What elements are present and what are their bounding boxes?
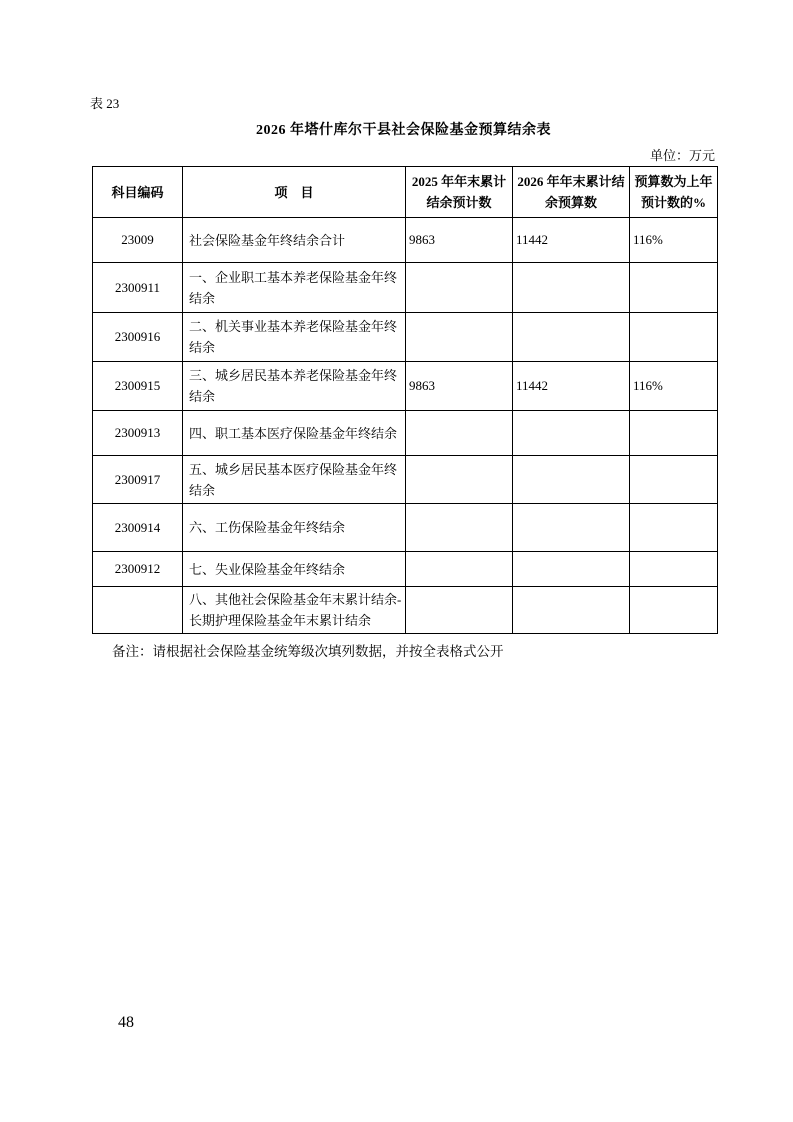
table-row: [93, 411, 718, 456]
cell-subject-code: 2300913: [93, 411, 183, 456]
cell-subject-code: 2300912: [93, 552, 183, 587]
cell-percent: [630, 587, 718, 634]
cell-2025-balance: 9863: [406, 362, 513, 411]
cell-2026-balance: 11442: [513, 218, 630, 263]
cell-item: 三、城乡居民基本养老保险基金年终 结余: [183, 362, 406, 411]
cell-subject-code: 2300917: [93, 456, 183, 504]
cell-percent: [630, 456, 718, 504]
cell-item: 社会保险基金年终结余合计: [183, 218, 406, 263]
cell-item: 六、工伤保险基金年终结余: [183, 504, 406, 552]
page-number: 48: [118, 1014, 134, 1031]
cell-percent: [630, 552, 718, 587]
cell-2026-balance: [513, 552, 630, 587]
cell-item: 七、失业保险基金年终结余: [183, 552, 406, 587]
table-number-label: 表 23: [90, 96, 120, 111]
cell-2026-balance: [513, 313, 630, 362]
document-title: 2026 年塔什库尔干县社会保险基金预算结余表: [256, 123, 551, 138]
cell-subject-code: 2300914: [93, 504, 183, 552]
cell-2026-balance: [513, 263, 630, 313]
cell-2025-balance: [406, 504, 513, 552]
budget-balance-table: [92, 166, 718, 634]
col-header-subject-code: 科目编码: [93, 167, 183, 218]
cell-subject-code: 2300911: [93, 263, 183, 313]
cell-2026-balance: [513, 504, 630, 552]
cell-item: 五、城乡居民基本医疗保险基金年终 结余: [183, 456, 406, 504]
table-row: [93, 362, 718, 411]
cell-2025-balance: [406, 552, 513, 587]
cell-subject-code: [93, 587, 183, 634]
col-header-2026-balance: 2026 年年末累计结 余预算数: [513, 167, 630, 218]
table-row: [93, 456, 718, 504]
table-row: [93, 218, 718, 263]
unit-label: 单位：万元: [649, 148, 715, 163]
cell-percent: [630, 263, 718, 313]
table-row: [93, 504, 718, 552]
cell-percent: 116%: [630, 362, 718, 411]
cell-item: 二、机关事业基本养老保险基金年终 结余: [183, 313, 406, 362]
col-header-2025-balance: 2025 年年末累计 结余预计数: [406, 167, 513, 218]
table-header-row: [93, 167, 718, 218]
table-row: [93, 313, 718, 362]
cell-subject-code: 2300916: [93, 313, 183, 362]
cell-2026-balance: [513, 587, 630, 634]
cell-2025-balance: [406, 263, 513, 313]
cell-2025-balance: [406, 456, 513, 504]
col-header-item: 项 目: [183, 167, 406, 218]
cell-2025-balance: 9863: [406, 218, 513, 263]
cell-2026-balance: [513, 411, 630, 456]
cell-percent: [630, 313, 718, 362]
cell-2026-balance: 11442: [513, 362, 630, 411]
cell-subject-code: 23009: [93, 218, 183, 263]
cell-2026-balance: [513, 456, 630, 504]
cell-item: 一、企业职工基本养老保险基金年终 结余: [183, 263, 406, 313]
cell-percent: [630, 411, 718, 456]
cell-2025-balance: [406, 313, 513, 362]
cell-item: 八、其他社会保险基金年末累计结余- 长期护理保险基金年末累计结余: [183, 587, 406, 634]
cell-subject-code: 2300915: [93, 362, 183, 411]
cell-percent: [630, 504, 718, 552]
table-row: [93, 263, 718, 313]
cell-2025-balance: [406, 411, 513, 456]
cell-item: 四、职工基本医疗保险基金年终结余: [183, 411, 406, 456]
table-row: [93, 587, 718, 634]
cell-percent: 116%: [630, 218, 718, 263]
remark-note: 备注：请根据社会保险基金统筹级次填列数据，并按全表格式公开: [112, 644, 504, 659]
col-header-percent: 预算数为上年 预计数的%: [630, 167, 718, 218]
cell-2025-balance: [406, 587, 513, 634]
table-row: [93, 552, 718, 587]
